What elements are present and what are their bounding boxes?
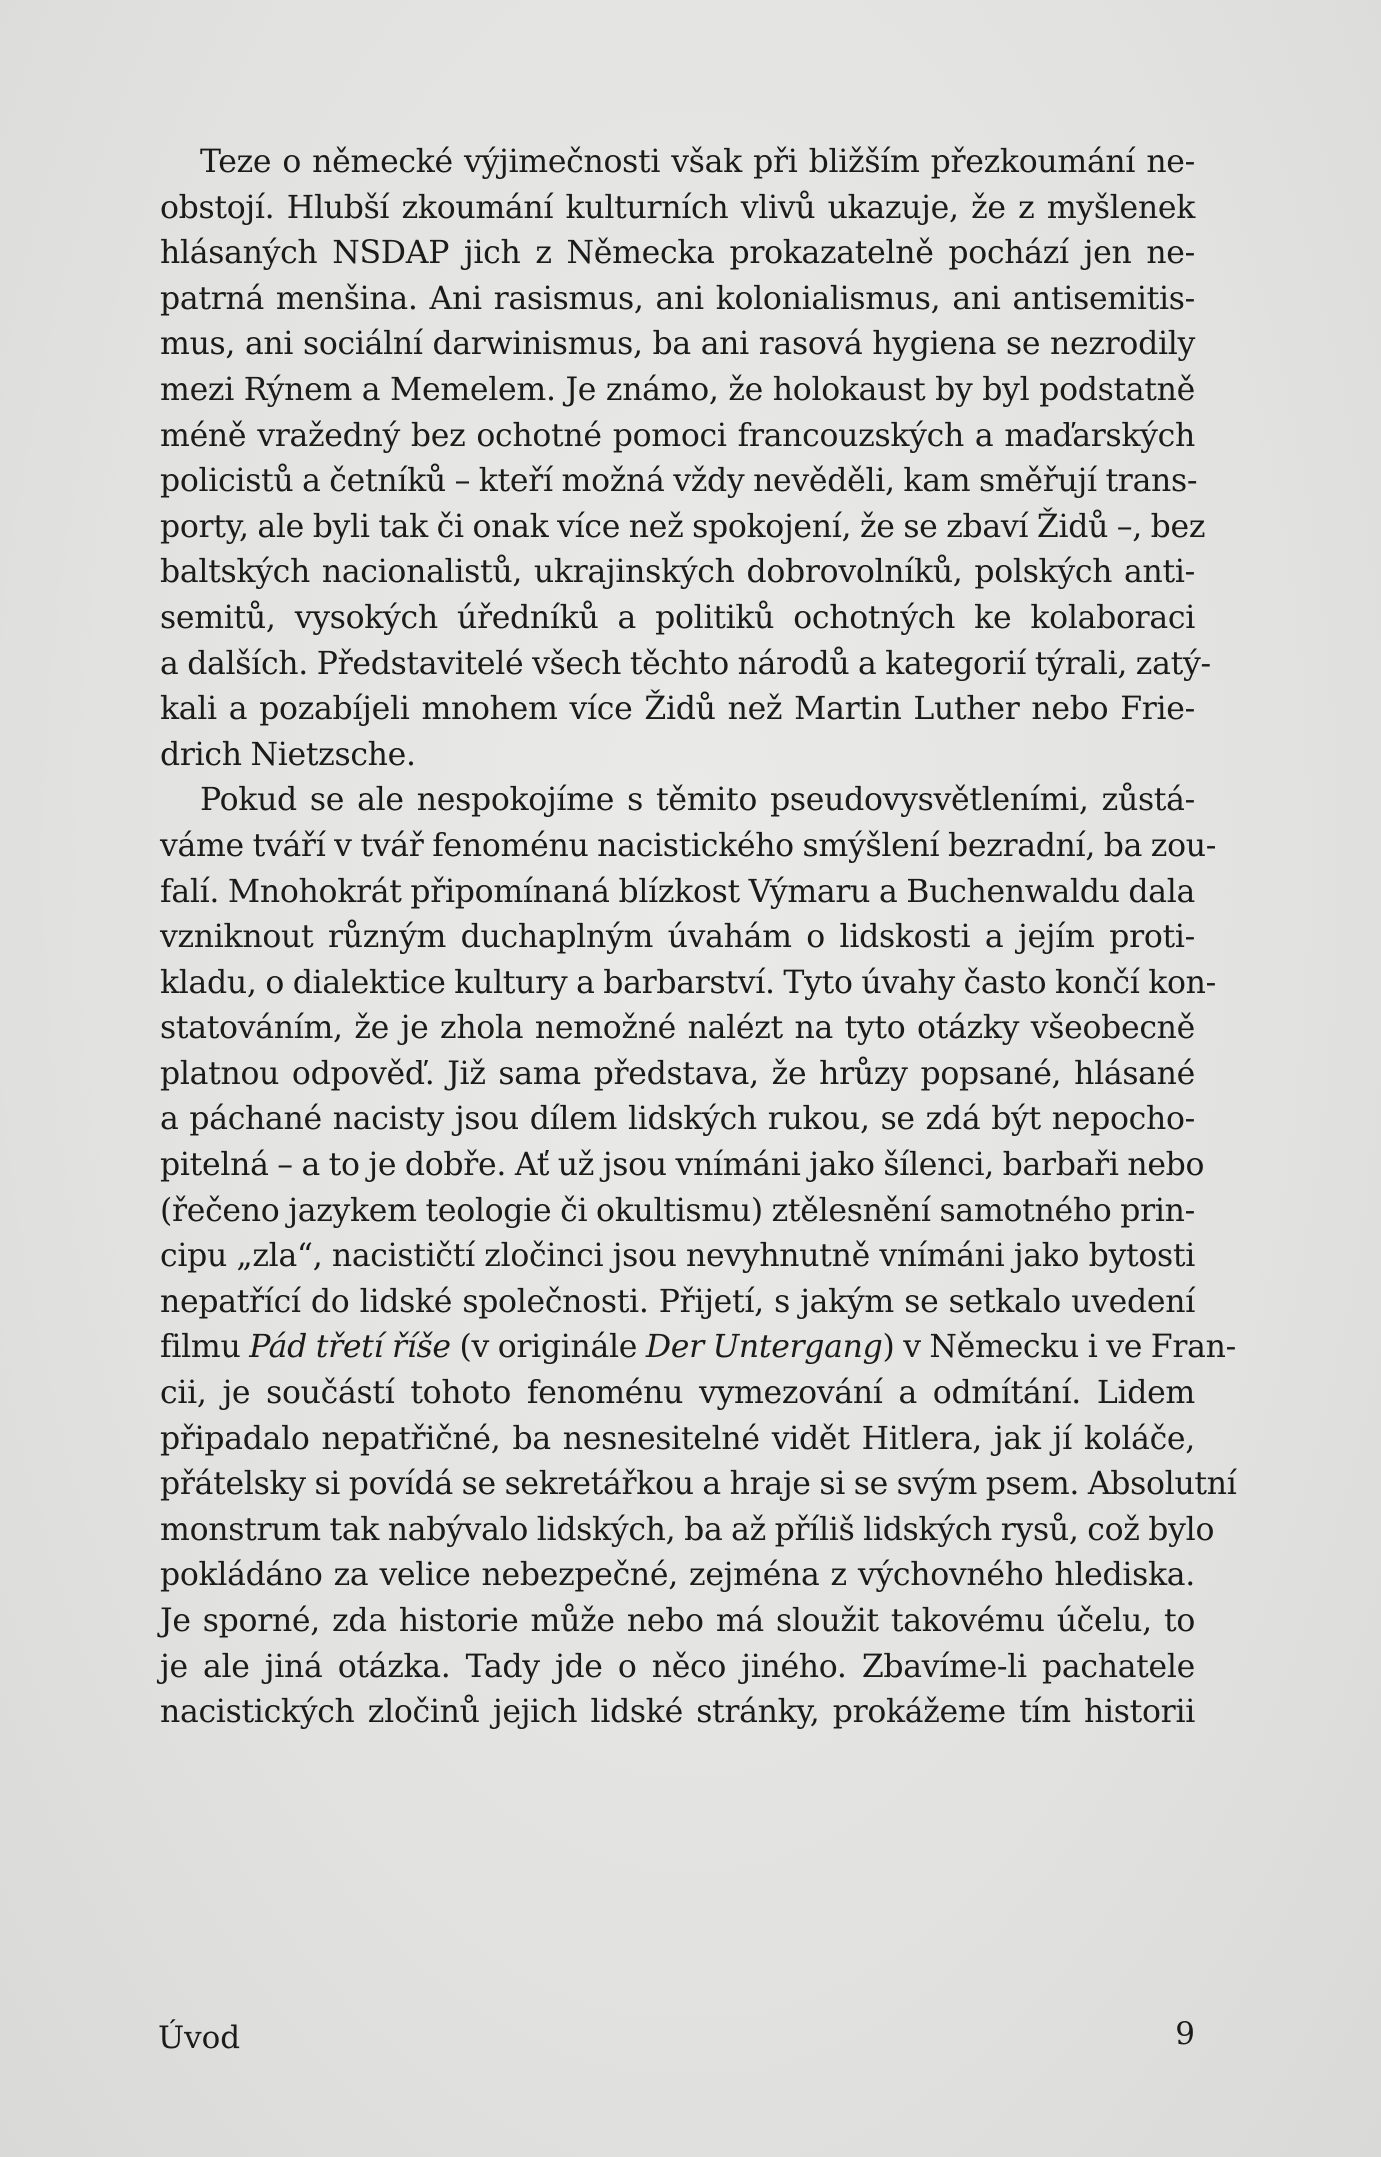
text-line: a páchané nacisty jsou dílem lidských rukou, se zdá být nepocho- [160,1101,1195,1138]
text-line: pitelná – a to je dobře. Ať už jsou vnímáni jako šílenci, barbaři nebo [160,1147,1205,1184]
text-line: přátelsky si povídá se sekretářkou a hraje si se svým psem. Absolutní [160,1466,1237,1503]
text-line: méně vražedný bez ochotné pomoci francouzských a maďarských [160,417,1195,454]
text-fragment: ) v Německu i ve Fran- [882,1329,1236,1366]
text-line: porty, ale byli tak či onak více než spokojení, že se zbaví Židů –, bez [160,508,1206,545]
text-line: cii, je součástí tohoto fenoménu vymezování a odmítání. Lidem [160,1375,1195,1412]
text-line: nepatřící do lidské společnosti. Přijetí, s jakým se setkalo uvedení [160,1283,1195,1320]
film-title: Pád třetí říše [249,1329,451,1366]
text-line: kali a pozabíjeli mnohem více Židů než Martin Luther nebo Frie- [160,691,1195,728]
text-line: Pokud se ale nespokojíme s těmito pseudovysvětleními, zůstá- [200,782,1195,819]
text-line: Teze o německé výjimečnosti však při bližším přezkoumání ne- [200,144,1195,180]
text-line: policistů a četníků – kteří možná vždy nevěděli, kam směřují trans- [160,463,1198,500]
text-line: Je sporné, zda historie může nebo má sloužit takovému účelu, to [160,1603,1195,1639]
text-line: patrná menšina. Ani rasismus, ani kolonialismus, ani antisemitis- [160,280,1195,317]
text-line: semitů, vysokých úředníků a politiků ochotných ke kolaboraci [160,599,1195,636]
text-fragment: filmu [160,1329,250,1366]
text-line: připadalo nepatřičné, ba nesnesitelné vidět Hitlera, jak jí koláče, [160,1420,1195,1457]
text-line: kladu, o dialektice kultury a barbarství. Tyto úvahy často končí kon- [160,964,1217,1001]
text-line: obstojí. Hlubší zkoumání kulturních vlivů ukazuje, že z myšlenek [160,189,1195,226]
text-line: platnou odpověď. Již sama představa, že hrůzy popsané, hlásané [160,1055,1195,1092]
text-line: baltských nacionalistů, ukrajinských dobrovolníků, polských anti- [160,554,1195,591]
text-line: statováním, že je zhola nemožné nalézt na tyto otázky všeobecně [160,1010,1195,1047]
text-line: (řečeno jazykem teologie či okultismu) ztělesnění samotného prin- [160,1192,1195,1229]
text-line: monstrum tak nabývalo lidských, ba až příliš lidských rysů, což bylo [160,1511,1215,1548]
page-number: 9 [1175,2016,1195,2052]
paragraph-2 [160,778,1237,1735]
running-footer-chapter: Úvod [158,2020,241,2056]
body-text [160,140,1237,1736]
paragraph-1 [160,140,1211,778]
text-line: drich Nietzsche. [160,736,416,773]
text-line: mus, ani sociální darwinismus, ba ani rasová hygiena se nezrodily [160,326,1195,363]
text-line: mezi Rýnem a Memelem. Je známo, že holokaust by byl podstatně [160,371,1195,408]
text-line: cipu „zla“, nacističtí zločinci jsou nevyhnutně vnímáni jako bytosti [160,1238,1195,1275]
film-title: Der Untergang [645,1329,883,1366]
text-line: váme tváří v tvář fenoménu nacistického smýšlení bezradní, ba zou- [160,827,1217,864]
text-line: pokládáno za velice nebezpečné, zejména z výchovného hlediska. [160,1557,1195,1594]
text-fragment: (v originále [450,1329,646,1366]
text-line: a dalších. Představitelé všech těchto národů a kategorií týrali, zatý- [160,645,1211,682]
text-line-with-titles [160,1325,1236,1371]
text-line: nacistických zločinů jejich lidské stránky, prokážeme tím historii [160,1694,1195,1731]
text-line: je ale jiná otázka. Tady jde o něco jiného. Zbavíme-li pachatele [160,1648,1195,1685]
text-line: hlásaných NSDAP jich z Německa prokazatelně pochází jen ne- [160,235,1195,272]
text-line: falí. Mnohokrát připomínaná blízkost Výmaru a Buchenwaldu dala [160,873,1195,910]
text-line: vzniknout různým duchaplným úvahám o lidskosti a jejím proti- [160,919,1195,956]
